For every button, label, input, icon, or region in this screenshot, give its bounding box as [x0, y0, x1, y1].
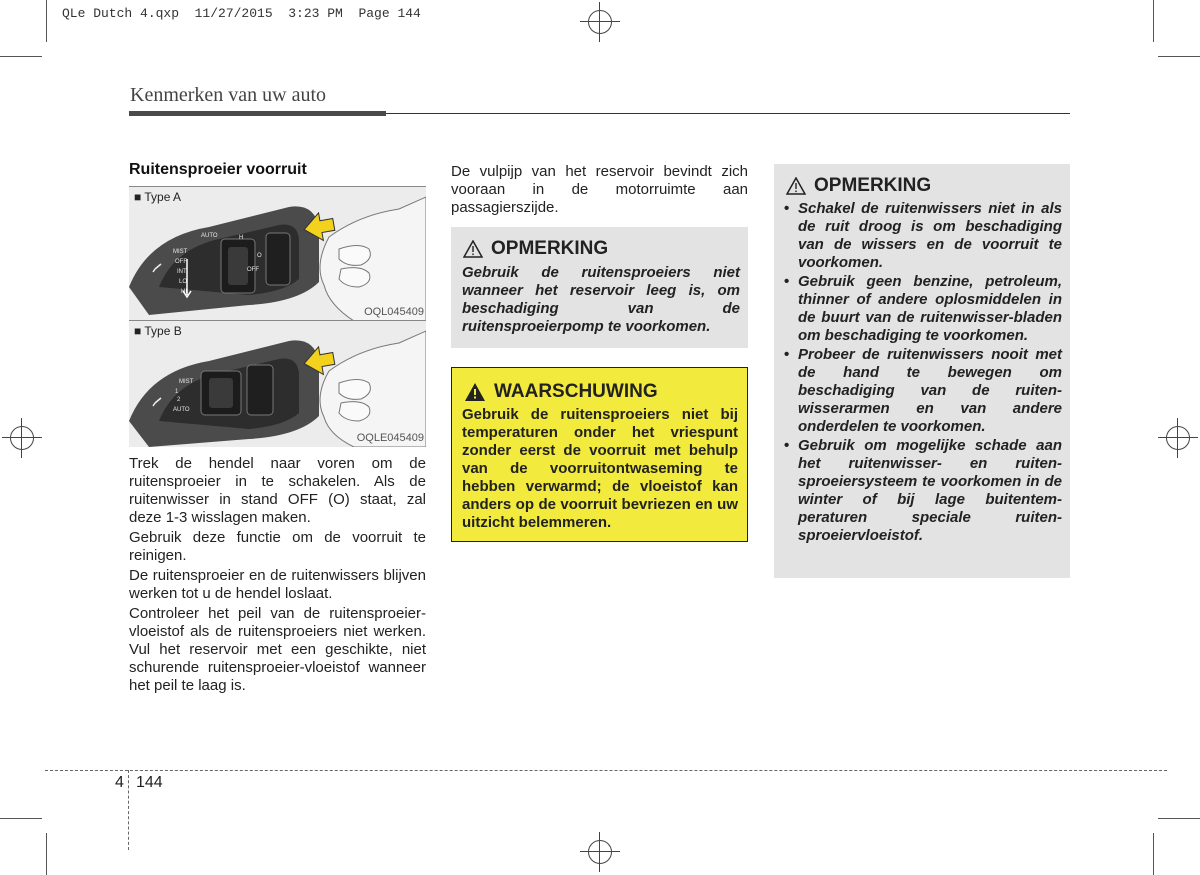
- crop-mark: [46, 833, 47, 875]
- lever-mark: LO: [179, 279, 188, 285]
- paragraph: Trek de hendel naar voren om de ruitensproeier in te schakelen. Als de ruitenwisser in stand OFF (O) staat, zal deze 1-3 wisslagen maken.: [129, 455, 426, 526]
- chapter-title: Kenmerken van uw auto: [130, 84, 327, 106]
- figure-code: OQL045409: [364, 306, 424, 318]
- registration-mark: [580, 2, 620, 42]
- wiper-lever-illustration: [129, 187, 426, 321]
- header-rule-thin: [386, 113, 1070, 114]
- page-number: 144: [136, 774, 163, 791]
- lever-mark: INT: [177, 269, 187, 275]
- middle-body-text: [451, 163, 748, 219]
- notice-item: • Gebruik om mogelijke schade aan het ruitenwisser- en ruiten-sproeiersysteem te voorkomen in de winter of bij lage buitentem-peraturen speciale ruiten-sproeiervloeistof.: [784, 437, 1062, 545]
- crop-mark: [1153, 833, 1154, 875]
- registration-mark: [2, 418, 42, 458]
- lever-mark: OFF: [247, 267, 259, 273]
- notice-item: • Schakel de ruitenwissers niet in als de ruit droog is om beschadiging van de wissers en de voorruit te voorkomen.: [784, 200, 1062, 272]
- lever-mark: MIST: [179, 379, 194, 385]
- notice-title: OPMERKING: [491, 238, 609, 259]
- paragraph: Controleer het peil van de ruitensproeier-vloeistof als de ruitensproeiers niet werken. Vul het reservoir met een geschikte, niet schurende ruitensproeier-vloeistof wanneer het peil te laag is.: [129, 605, 426, 694]
- crop-mark: [1158, 818, 1200, 819]
- lever-mark: 2: [177, 397, 181, 403]
- lever-mark: HI: [181, 289, 187, 295]
- header-rule: [129, 111, 386, 116]
- figure-label: ■ Type A: [134, 190, 182, 204]
- notice-item: • Gebruik geen benzine, petroleum, thinner of andere oplosmiddelen in de buurt van de ruitenwisser-bladen om beschadiging te voorkomen.: [784, 273, 1062, 345]
- crop-mark: [1153, 0, 1154, 42]
- crop-mark: [1158, 56, 1200, 57]
- paragraph: De vulpijp van het reservoir bevindt zich vooraan in de motorruimte aan passagierszijde.: [451, 163, 748, 216]
- lever-mark: OFF: [175, 259, 187, 265]
- warning-box: [451, 367, 748, 542]
- registration-mark: [1158, 418, 1198, 458]
- crop-mark: [0, 818, 42, 819]
- lever-mark: O: [257, 253, 262, 259]
- warning-triangle-icon: [464, 382, 486, 402]
- crop-mark: [46, 0, 47, 42]
- notice-title-row: [463, 238, 608, 260]
- warning-title-row: [464, 381, 658, 403]
- paragraph: Gebruik deze functie om de voorruit te reinigen.: [129, 529, 426, 564]
- notice-box: [451, 227, 748, 348]
- caution-triangle-icon: [786, 177, 806, 195]
- crop-mark: [0, 56, 42, 57]
- chapter-number: 4: [115, 774, 124, 791]
- footer-divider: [128, 770, 129, 850]
- notice-item: • Probeer de ruitenwissers nooit met de hand te bewegen om beschadiging van de ruiten-wisserarmen en van andere onderdelen te voorkomen.: [784, 346, 1062, 436]
- figure-type-b: [129, 320, 426, 447]
- section-heading: Ruitensproeier voorruit: [129, 161, 307, 178]
- lever-mark: 1: [175, 389, 179, 395]
- lever-mark: MIST: [173, 249, 188, 255]
- lever-mark: H: [239, 235, 244, 241]
- figure-label: ■ Type B: [134, 324, 182, 338]
- paragraph: De ruitensproeier en de ruitenwissers blijven werken tot u de hendel loslaat.: [129, 567, 426, 602]
- lever-mark: AUTO: [201, 233, 218, 239]
- notice-box-right: [774, 164, 1070, 578]
- footer-rule: [45, 770, 1167, 771]
- notice-list: [784, 200, 1062, 546]
- warning-title: WAARSCHUWING: [494, 381, 658, 402]
- wiper-lever-illustration: [129, 321, 426, 447]
- notice-text: Gebruik de ruitensproeiers niet wanneer het reservoir leeg is, om beschadiging van de ruitensproeierpomp te voorkomen.: [462, 264, 740, 335]
- lever-mark: AUTO: [173, 407, 190, 413]
- figure-code: OQLE045409: [356, 432, 424, 444]
- figure-type-a: [129, 186, 426, 321]
- registration-mark: [580, 832, 620, 872]
- warning-text: Gebruik de ruitensproeiers niet bij temperaturen onder het vriespunt zonder eerst de voorruit met behulp van de voorruitontwaseming te hebben verwarmd; de vloeistof kan anders op de voorruit bevriezen en uw uitzicht belemmeren.: [462, 406, 738, 531]
- left-body-text: [129, 455, 426, 697]
- notice-title-row: [786, 175, 931, 197]
- print-slug: QLe Dutch 4.qxp 11/27/2015 3:23 PM Page 144: [62, 6, 421, 21]
- caution-triangle-icon: [463, 240, 483, 258]
- notice-title: OPMERKING: [814, 175, 932, 196]
